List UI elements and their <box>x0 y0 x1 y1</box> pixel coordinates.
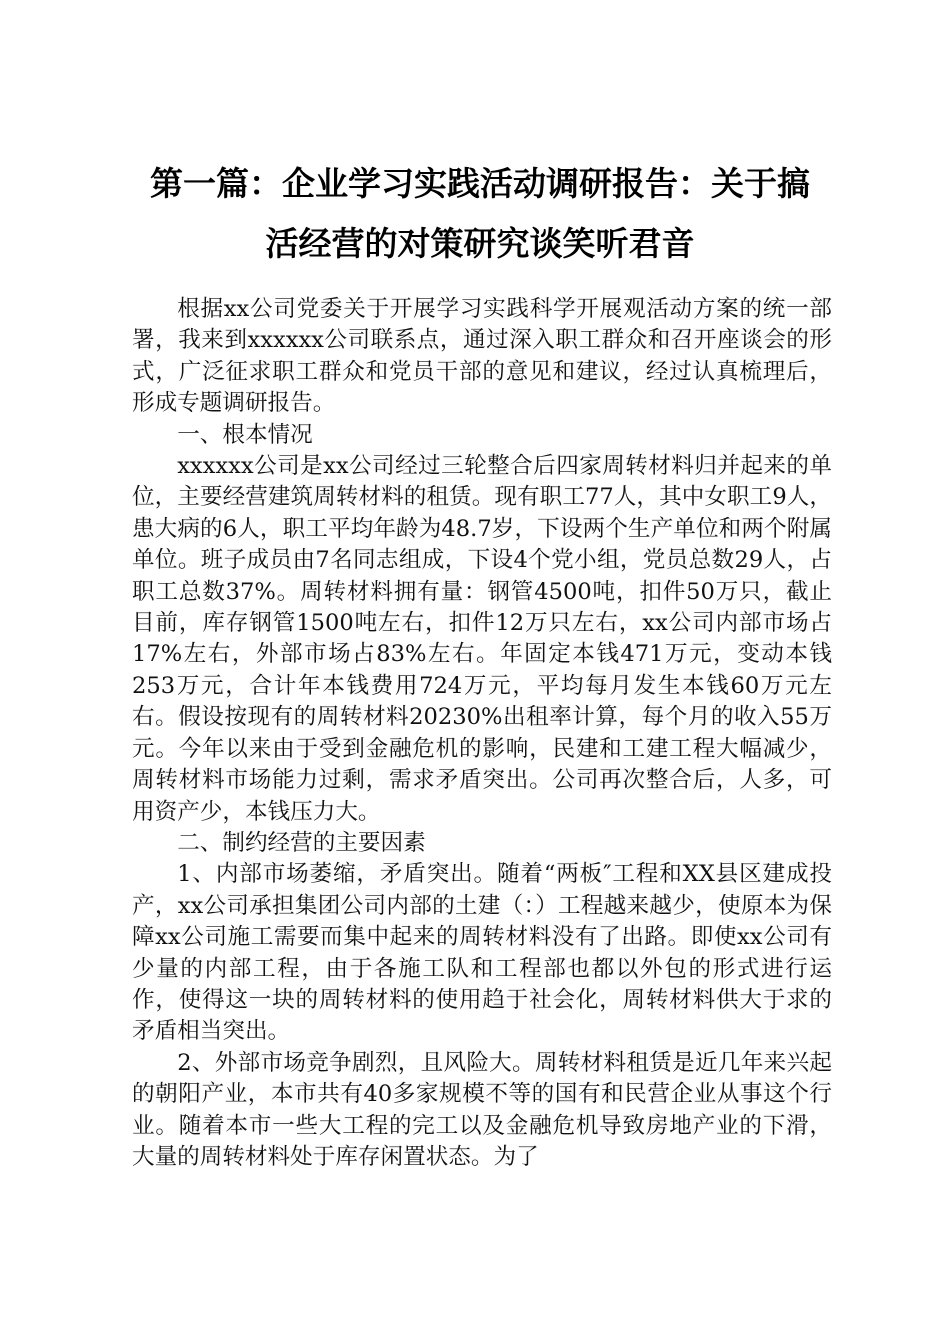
paragraph-internal-market: 1、内部市场萎缩，矛盾突出。随着“两板″工程和XX县区建成投产，xx公司承担集团公司内部的土建（：）工程越来越少，使原本为保障xx公司施工需要而集中起来的周转材料没有了出路。即使xx公司有少量的内部工程，由于各施工队和工程部也都以外包的形式进行运作，使得这一块的周转材料的使用趋于社会化，周转材料供大于求的矛盾相当突出。 <box>132 861 832 1045</box>
section-heading-constraints: 二、制约经营的主要因素 <box>177 829 426 856</box>
document-title-line-1: 第一篇：企业学习实践活动调研报告：关于搞 <box>150 164 810 203</box>
section-heading-basic-situation: 一、根本情况 <box>177 421 313 448</box>
paragraph-basic-situation: xxxxxx公司是xx公司经过三轮整合后四家周转材料归并起来的单位，主要经营建筑周转材料的租赁。现有职工77人，其中女职工9人，患大病的6人，职工平均年龄为48.7岁，下设两个生产单位和两个附属单位。班子成员由7名同志组成，下设4个党小组，党员总数29人，占职工总数37%。周转材料拥有量：钢管4500吨，扣件50万只，截止目前，库存钢管1500吨左右，扣件12万只左右，xx公司内部市场占17%左右，外部市场占83%左右。年固定本钱471万元，变动本钱253万元，合计年本钱费用724万元，平均每月发生本钱60万元左右。假设按现有的周转材料20230%出租率计算，每个月的收入55万元。今年以来由于受到金融危机的影响，民建和工建工程大幅减少，周转材料市场能力过剩，需求矛盾突出。公司再次整合后，人多，可用资产少，本钱压力大。 <box>132 453 832 825</box>
paragraph-intro: 根据xx公司党委关于开展学习实践科学开展观活动方案的统一部署，我来到xxxxxx公司联系点，通过深入职工群众和召开座谈会的形式，广泛征求职工群众和党员干部的意见和建议，经过认真梳理后，形成专题调研报告。 <box>132 296 832 417</box>
document-body <box>132 294 832 1173</box>
document-title-line-2: 活经营的对策研究谈笑听君音 <box>265 224 695 263</box>
paragraph-external-market: 2、外部市场竞争剧烈，且风险大。周转材料租赁是近几年来兴起的朝阳产业，本市共有40多家规模不等的国有和民营企业从事这个行业。随着本市一些大工程的完工以及金融危机导致房地产业的下滑，大量的周转材料处于库存闲置状态。为了 <box>132 1049 832 1170</box>
